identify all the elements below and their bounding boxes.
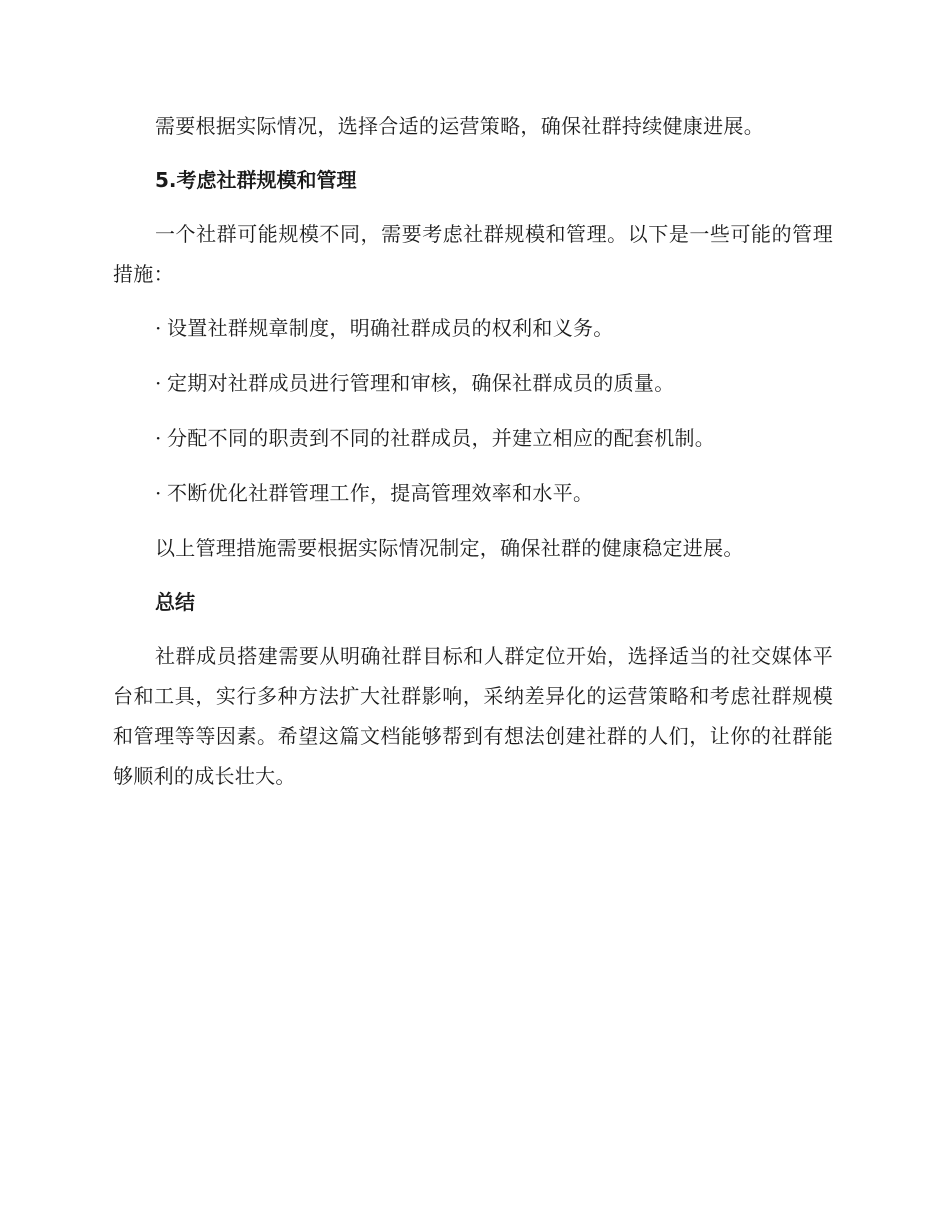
bullet-item	[113, 418, 833, 458]
bullet-mark: ·	[155, 316, 162, 340]
bullet-text: 分配不同的职责到不同的社群成员，并建立相应的配套机制。	[167, 426, 716, 450]
bullet-text: 设置社群规章制度，明确社群成员的权利和义务。	[167, 316, 614, 340]
bullet-item	[113, 308, 833, 348]
paragraph-intro-tail: 需要根据实际情况，选择合适的运营策略，确保社群持续健康进展。	[155, 114, 764, 138]
section-heading-5: 5.考虑社群规模和管理	[155, 168, 357, 192]
bullet-mark: ·	[155, 426, 162, 450]
paragraph-conclusion: 以上管理措施需要根据实际情况制定，确保社群的健康稳定进展。	[155, 536, 744, 560]
paragraph-summary: 社群成员搭建需要从明确社群目标和人群定位开始，选择适当的社交媒体平台和工具，实行多种方法扩大社群影响，采纳差异化的运营策略和考虑社群规模和管理等等因素。希望这篇文档能够帮到有想法创建社群的人们，让你的社群能够顺利的成长壮大。	[113, 644, 833, 788]
document-page	[113, 106, 833, 810]
bullet-text: 定期对社群成员进行管理和审核，确保社群成员的质量。	[167, 371, 675, 395]
bullet-mark: ·	[155, 371, 162, 395]
bullet-item	[113, 473, 833, 513]
section-heading-summary: 总结	[155, 590, 195, 614]
paragraph-scale: 一个社群可能规模不同，需要考虑社群规模和管理。以下是一些可能的管理措施：	[113, 222, 833, 286]
bullet-item	[113, 363, 833, 403]
bullet-text: 不断优化社群管理工作，提高管理效率和水平。	[167, 481, 594, 505]
bullet-mark: ·	[155, 481, 162, 505]
